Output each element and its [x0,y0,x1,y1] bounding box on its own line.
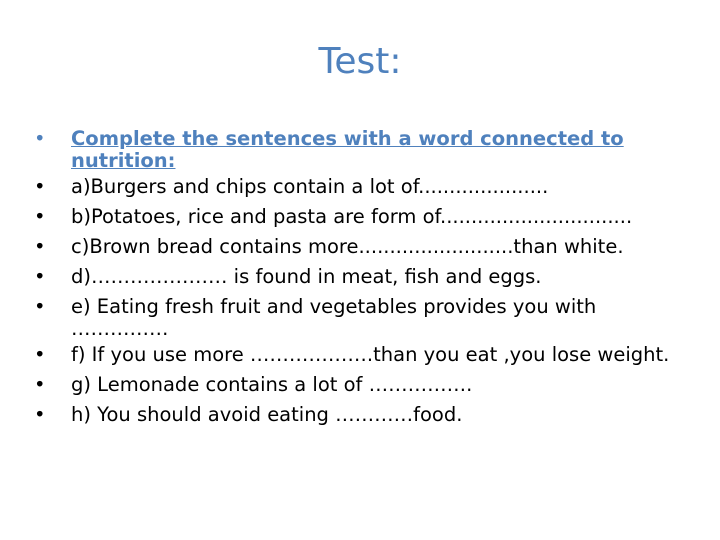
bullet-icon: • [34,373,46,396]
list-item-a [34,176,694,198]
sentence-b: b)Potatoes, rice and pasta are form of............................... [71,205,633,228]
list-item-b [34,206,694,228]
list-item-c [34,236,694,258]
sentence-g: g) Lemonade contains a lot of ……………. [71,373,473,396]
list-item-h [34,404,694,426]
bullet-icon: • [34,235,46,258]
list-item-g [34,374,694,396]
bullet-icon: • [34,295,46,318]
sentence-c: c)Brown bread contains more.........................than white. [71,235,624,258]
bullet-icon: • [34,205,46,228]
sentence-e: e) Eating fresh fruit and vegetables provides you with …………… [71,295,597,340]
slide-title: Test: [318,41,402,82]
bullet-icon: • [34,175,46,198]
sentence-f: f) If you use more ……………….than you eat ,you lose weight. [71,343,670,366]
sentence-h: h) You should avoid eating …………food. [71,403,463,426]
list-item-e [34,296,694,340]
bullet-icon: • [34,343,46,366]
bullet-list [34,128,694,434]
instruction-text: Complete the sentences with a word connected to nutrition: [71,127,624,172]
list-item-instruction [34,128,694,172]
sentence-d: d)………………… is found in meat, fish and eggs. [71,265,542,288]
bullet-icon: • [34,403,46,426]
bullet-icon: • [34,127,46,150]
bullet-icon: • [34,265,46,288]
list-item-d [34,266,694,288]
sentence-a: a)Burgers and chips contain a lot of..................... [71,175,549,198]
list-item-f [34,344,694,366]
